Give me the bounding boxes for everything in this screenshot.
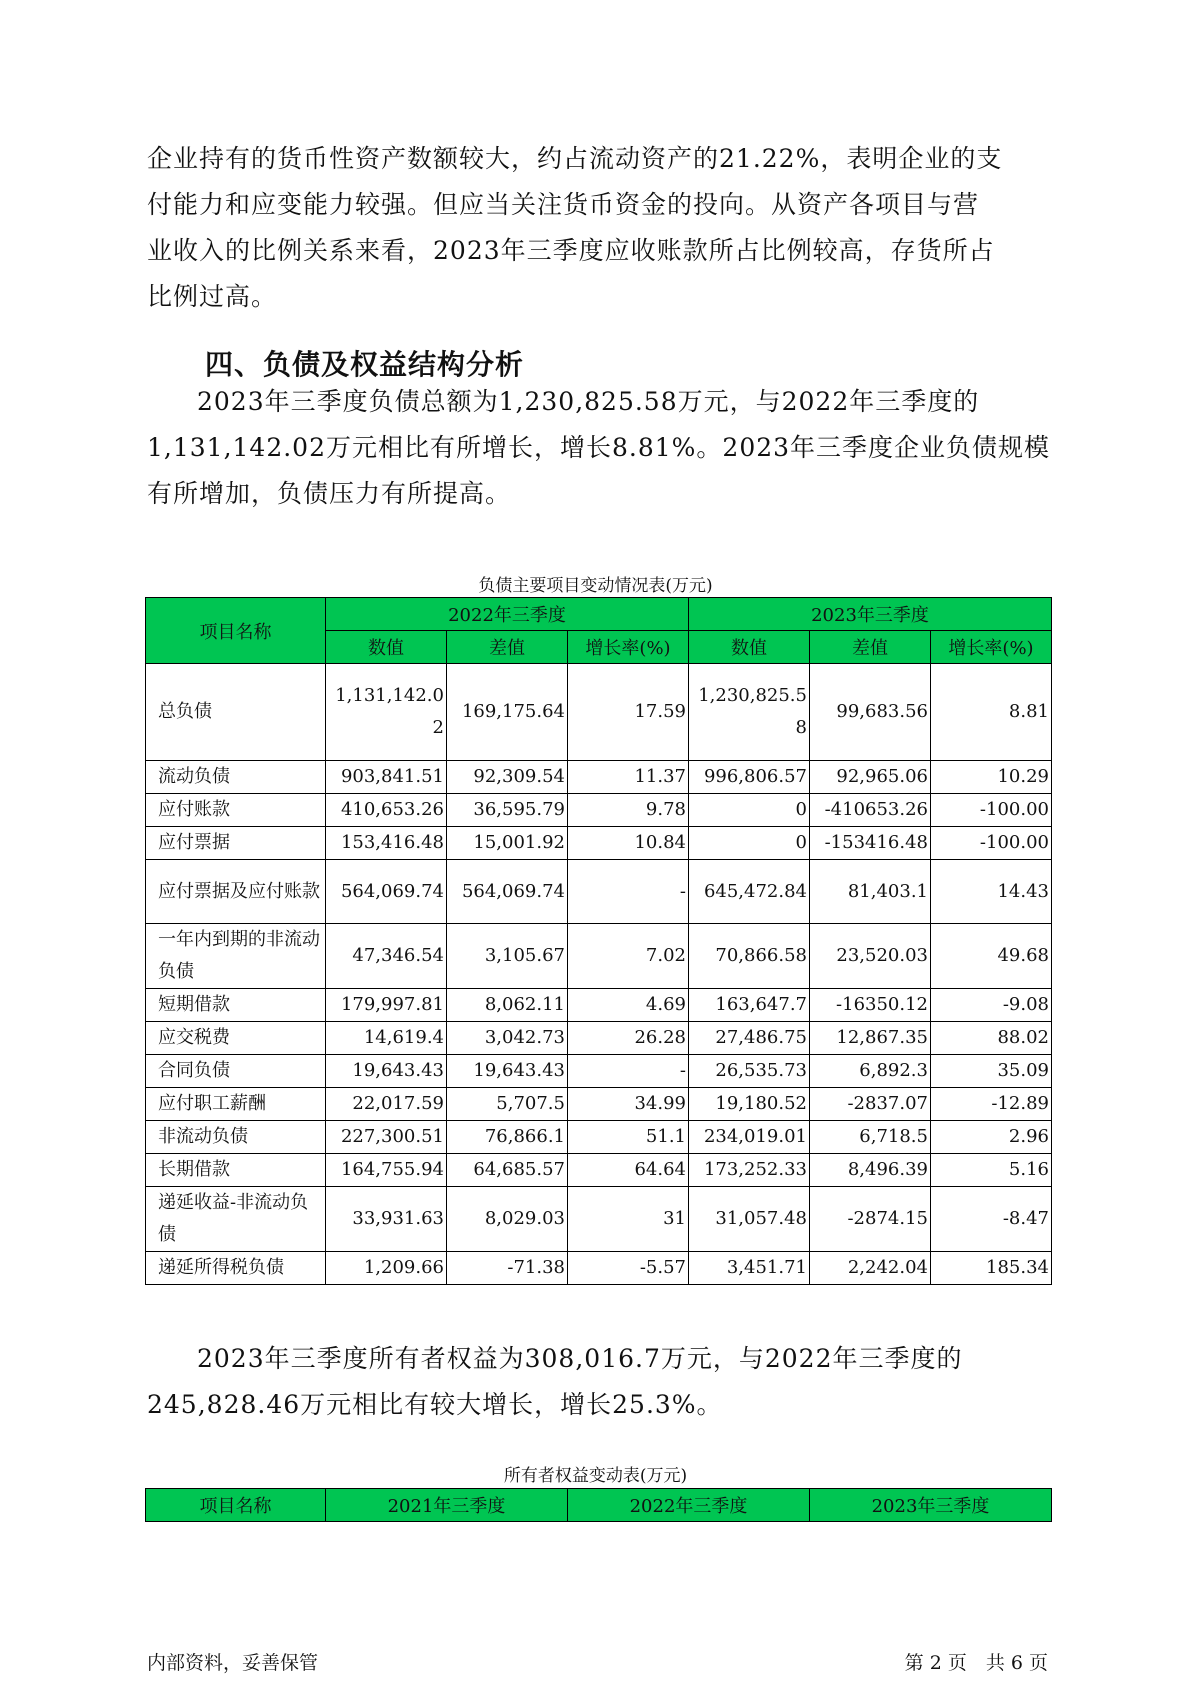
row-value-cell: -8.47 <box>931 1187 1052 1252</box>
row-item-name: 非流动负债 <box>146 1121 326 1154</box>
paragraph-assets <box>147 136 1047 320</box>
row-value-cell: -2837.07 <box>810 1088 931 1121</box>
period-header: 2021年三季度 <box>326 1489 568 1522</box>
table-row <box>146 924 1052 989</box>
row-value-cell: 10.84 <box>568 827 689 860</box>
row-value-cell: 23,520.03 <box>810 924 931 989</box>
row-value-cell: 3,105.67 <box>447 924 568 989</box>
table-row <box>146 794 1052 827</box>
sub-header: 差值 <box>447 631 568 664</box>
row-value-cell: 5,707.5 <box>447 1088 568 1121</box>
row-value-cell: 173,252.33 <box>689 1154 810 1187</box>
row-value-cell: 64.64 <box>568 1154 689 1187</box>
row-value-cell: 163,647.7 <box>689 989 810 1022</box>
row-item-name: 短期借款 <box>146 989 326 1022</box>
row-value-cell: 51.1 <box>568 1121 689 1154</box>
table-row <box>146 1187 1052 1252</box>
row-item-name: 总负债 <box>146 664 326 761</box>
text-line: 付能力和应变能力较强。但应当关注货币资金的投向。从资产各项目与营 <box>147 190 980 219</box>
row-value-cell: 410,653.26 <box>326 794 447 827</box>
table-header-row <box>146 598 1052 631</box>
table-row <box>146 827 1052 860</box>
row-value-cell: 49.68 <box>931 924 1052 989</box>
row-item-name: 递延收益-非流动负债 <box>146 1187 326 1252</box>
row-value-cell: 3,042.73 <box>447 1022 568 1055</box>
row-value-cell: -410653.26 <box>810 794 931 827</box>
row-value-cell: -16350.12 <box>810 989 931 1022</box>
liability-table <box>145 597 1052 1285</box>
row-value-cell: - <box>568 860 689 924</box>
row-value-cell: 64,685.57 <box>447 1154 568 1187</box>
row-value-cell: -9.08 <box>931 989 1052 1022</box>
item-name-header: 项目名称 <box>146 598 326 664</box>
row-value-cell: 7.02 <box>568 924 689 989</box>
period-header: 2023年三季度 <box>689 598 1052 631</box>
row-value-cell: -100.00 <box>931 827 1052 860</box>
row-value-cell: 14.43 <box>931 860 1052 924</box>
row-value-cell: 92,309.54 <box>447 761 568 794</box>
row-value-cell: 1,209.66 <box>326 1252 447 1285</box>
period-header: 2022年三季度 <box>568 1489 810 1522</box>
row-value-cell: 6,892.3 <box>810 1055 931 1088</box>
row-item-name: 递延所得税负债 <box>146 1252 326 1285</box>
period-header: 2023年三季度 <box>810 1489 1052 1522</box>
table-row <box>146 1055 1052 1088</box>
row-value-cell: 19,643.43 <box>326 1055 447 1088</box>
footer-confidential: 内部资料，妥善保管 <box>147 1652 319 1674</box>
row-value-cell: 31 <box>568 1187 689 1252</box>
row-value-cell: 1,230,825.58 <box>689 664 810 761</box>
text-line: 业收入的比例关系来看，2023年三季度应收账款所占比例较高，存货所占 <box>147 236 995 265</box>
section-heading: 四、负债及权益结构分析 <box>205 348 525 381</box>
row-value-cell: 33,931.63 <box>326 1187 447 1252</box>
equity-table <box>145 1488 1052 1522</box>
equity-table-caption: 所有者权益变动表(万元) <box>503 1466 688 1486</box>
period-header: 2022年三季度 <box>326 598 689 631</box>
row-value-cell: 14,619.4 <box>326 1022 447 1055</box>
table-header-row <box>146 1489 1052 1522</box>
row-value-cell: 234,019.01 <box>689 1121 810 1154</box>
row-value-cell: 2.96 <box>931 1121 1052 1154</box>
text-line: 2023年三季度所有者权益为308,016.7万元，与2022年三季度的 <box>197 1344 963 1373</box>
row-value-cell: 12,867.35 <box>810 1022 931 1055</box>
sub-header: 数值 <box>326 631 447 664</box>
sub-header: 差值 <box>810 631 931 664</box>
row-value-cell: 164,755.94 <box>326 1154 447 1187</box>
row-value-cell: 6,718.5 <box>810 1121 931 1154</box>
row-value-cell: 8,062.11 <box>447 989 568 1022</box>
row-value-cell: 0 <box>689 827 810 860</box>
row-value-cell: 227,300.51 <box>326 1121 447 1154</box>
row-item-name: 应付账款 <box>146 794 326 827</box>
item-name-header: 项目名称 <box>146 1489 326 1522</box>
row-value-cell: 996,806.57 <box>689 761 810 794</box>
row-value-cell: 0 <box>689 794 810 827</box>
row-value-cell: 10.29 <box>931 761 1052 794</box>
row-item-name: 应交税费 <box>146 1022 326 1055</box>
sub-header: 增长率(%) <box>931 631 1052 664</box>
row-value-cell: 564,069.74 <box>326 860 447 924</box>
row-value-cell: 31,057.48 <box>689 1187 810 1252</box>
row-value-cell: 26,535.73 <box>689 1055 810 1088</box>
text-line: 245,828.46万元相比有较大增长，增长25.3%。 <box>147 1390 723 1419</box>
row-value-cell: 5.16 <box>931 1154 1052 1187</box>
row-value-cell: 76,866.1 <box>447 1121 568 1154</box>
row-item-name: 应付票据及应付账款 <box>146 860 326 924</box>
table-row <box>146 1088 1052 1121</box>
row-value-cell: 35.09 <box>931 1055 1052 1088</box>
table-row <box>146 664 1052 761</box>
row-value-cell: -153416.48 <box>810 827 931 860</box>
table-row <box>146 989 1052 1022</box>
sub-header: 增长率(%) <box>568 631 689 664</box>
row-value-cell: 564,069.74 <box>447 860 568 924</box>
text-line: 比例过高。 <box>147 282 278 311</box>
row-value-cell: 47,346.54 <box>326 924 447 989</box>
row-value-cell: 70,866.58 <box>689 924 810 989</box>
row-value-cell: 36,595.79 <box>447 794 568 827</box>
table-row <box>146 1022 1052 1055</box>
row-value-cell: 81,403.1 <box>810 860 931 924</box>
row-value-cell: 903,841.51 <box>326 761 447 794</box>
row-value-cell: -71.38 <box>447 1252 568 1285</box>
row-value-cell: 185.34 <box>931 1252 1052 1285</box>
row-value-cell: -2874.15 <box>810 1187 931 1252</box>
row-value-cell: -100.00 <box>931 794 1052 827</box>
table-row <box>146 1121 1052 1154</box>
text-line: 2023年三季度负债总额为1,230,825.58万元，与2022年三季度的 <box>197 387 980 416</box>
row-value-cell: 88.02 <box>931 1022 1052 1055</box>
row-value-cell: 8,496.39 <box>810 1154 931 1187</box>
row-value-cell: 27,486.75 <box>689 1022 810 1055</box>
row-value-cell: -5.57 <box>568 1252 689 1285</box>
row-value-cell: 4.69 <box>568 989 689 1022</box>
row-item-name: 应付票据 <box>146 827 326 860</box>
row-item-name: 长期借款 <box>146 1154 326 1187</box>
row-value-cell: 19,643.43 <box>447 1055 568 1088</box>
footer-page-number: 第 2 页 共 6 页 <box>904 1652 1048 1674</box>
row-value-cell: 99,683.56 <box>810 664 931 761</box>
sub-header: 数值 <box>689 631 810 664</box>
row-value-cell: 3,451.71 <box>689 1252 810 1285</box>
row-value-cell: 2,242.04 <box>810 1252 931 1285</box>
table-row <box>146 761 1052 794</box>
row-item-name: 一年内到期的非流动负债 <box>146 924 326 989</box>
table-row <box>146 860 1052 924</box>
table-row <box>146 1252 1052 1285</box>
text-line: 企业持有的货币性资产数额较大，约占流动资产的21.22%，表明企业的支 <box>147 144 1003 173</box>
row-value-cell: 92,965.06 <box>810 761 931 794</box>
row-item-name: 应付职工薪酬 <box>146 1088 326 1121</box>
row-item-name: 流动负债 <box>146 761 326 794</box>
row-value-cell: 8.81 <box>931 664 1052 761</box>
row-value-cell: 19,180.52 <box>689 1088 810 1121</box>
row-value-cell: 8,029.03 <box>447 1187 568 1252</box>
row-value-cell: 15,001.92 <box>447 827 568 860</box>
row-value-cell: 22,017.59 <box>326 1088 447 1121</box>
row-value-cell: 17.59 <box>568 664 689 761</box>
table-row <box>146 1154 1052 1187</box>
text-line: 有所增加，负债压力有所提高。 <box>147 479 512 508</box>
row-value-cell: 11.37 <box>568 761 689 794</box>
row-value-cell: 179,997.81 <box>326 989 447 1022</box>
row-value-cell: 153,416.48 <box>326 827 447 860</box>
row-value-cell: 645,472.84 <box>689 860 810 924</box>
row-value-cell: 26.28 <box>568 1022 689 1055</box>
row-value-cell: 169,175.64 <box>447 664 568 761</box>
row-value-cell: 1,131,142.02 <box>326 664 447 761</box>
row-value-cell: 34.99 <box>568 1088 689 1121</box>
row-item-name: 合同负债 <box>146 1055 326 1088</box>
text-line: 1,131,142.02万元相比有所增长，增长8.81%。2023年三季度企业负债规模 <box>147 433 1051 462</box>
paragraph-liabilities <box>147 379 1051 517</box>
paragraph-equity <box>147 1336 1047 1428</box>
row-value-cell: - <box>568 1055 689 1088</box>
row-value-cell: 9.78 <box>568 794 689 827</box>
liability-table-caption: 负债主要项目变动情况表(万元) <box>478 576 713 596</box>
row-value-cell: -12.89 <box>931 1088 1052 1121</box>
